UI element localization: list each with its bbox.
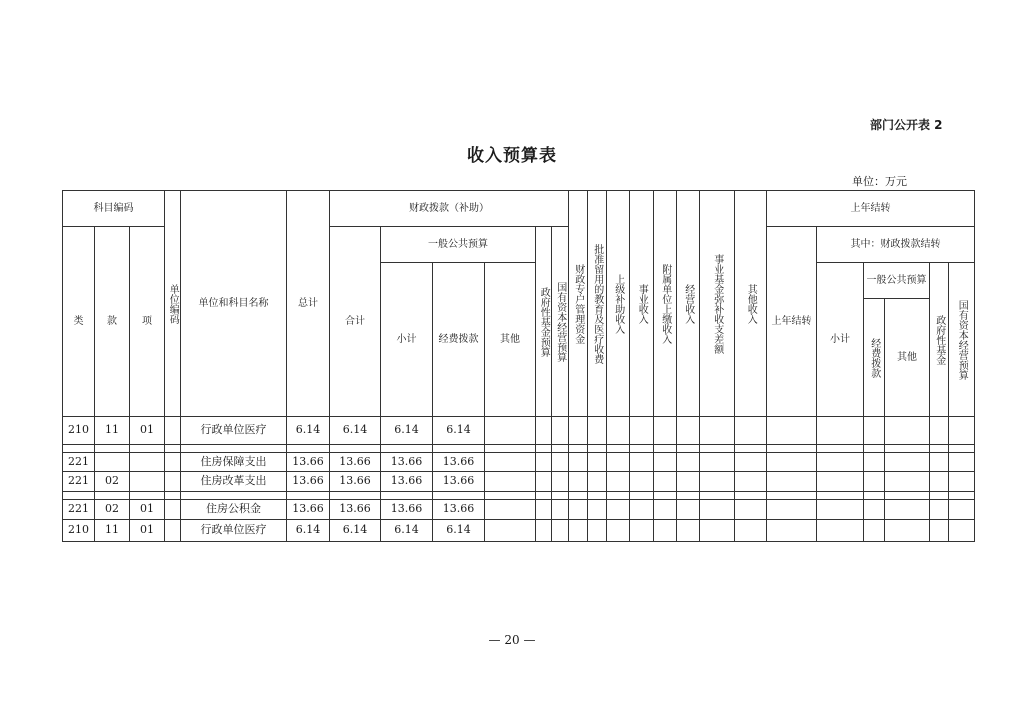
- income-budget-table: [62, 190, 975, 542]
- table-row-spacer: [63, 492, 975, 500]
- total-header: 总计: [287, 191, 330, 417]
- cell-funding: 13.66: [433, 500, 485, 520]
- xiang-header: 项: [130, 227, 165, 417]
- state-capital-header: 国有资本经营预算: [552, 227, 569, 417]
- kuan-header: 款: [95, 227, 130, 417]
- fiscal-carryover-header: 其中：财政拨款结转: [817, 227, 975, 263]
- cell-lei: 221: [63, 500, 95, 520]
- cell-lei: 210: [63, 520, 95, 542]
- other-header: 其他: [485, 263, 536, 417]
- cell-name: 住房改革支出: [181, 472, 287, 492]
- header-row-1: [63, 191, 975, 227]
- fiscal-allocation-header: 财政拨款（补助）: [330, 191, 569, 227]
- affiliated-income-header: 附属单位上缴收入: [654, 191, 677, 417]
- cell-kuan: 11: [95, 417, 130, 445]
- cell-xiang: [130, 453, 165, 472]
- co-gov-fund-header: 政府性基金: [930, 263, 949, 417]
- cell-lei: 210: [63, 417, 95, 445]
- cell-xiang: 01: [130, 417, 165, 445]
- cat-header: 类: [63, 227, 95, 417]
- cell-name: 住房公积金: [181, 500, 287, 520]
- retained-fees-header: 批准留用的教育及医疗收费: [588, 191, 607, 417]
- fiscal-total-header: 合计: [330, 227, 381, 417]
- cell-kuan: 02: [95, 500, 130, 520]
- cell-kuan: 02: [95, 472, 130, 492]
- cell-lei: 221: [63, 472, 95, 492]
- cell-fiscal-total: 13.66: [330, 453, 381, 472]
- cell-subtotal: 13.66: [381, 500, 433, 520]
- cell-total: 13.66: [287, 453, 330, 472]
- cell-xiang: 01: [130, 520, 165, 542]
- unit-subject-name-header: 单位和科目名称: [181, 191, 287, 417]
- cell-total: 13.66: [287, 472, 330, 492]
- cell-total: 13.66: [287, 500, 330, 520]
- co-other-header: 其他: [885, 299, 930, 417]
- cell-lei: 221: [63, 453, 95, 472]
- prev-carryover-col-header: 上年结转: [767, 227, 817, 417]
- co-subtotal-header: 小计: [817, 263, 864, 417]
- cell-fiscal-total: 13.66: [330, 500, 381, 520]
- cell-xiang: [130, 472, 165, 492]
- cell-subtotal: 6.14: [381, 417, 433, 445]
- cell-xiang: 01: [130, 500, 165, 520]
- table-row: [63, 417, 975, 445]
- superior-subsidy-header: 上级补助收入: [607, 191, 630, 417]
- table-row: [63, 453, 975, 472]
- table-row: [63, 500, 975, 520]
- co-state-capital-header: 国有资本经营预算: [949, 263, 975, 417]
- cell-unit-code: [165, 453, 181, 472]
- cell-unit-code: [165, 500, 181, 520]
- cell-name: 行政单位医疗: [181, 520, 287, 542]
- cell-unit-code: [165, 417, 181, 445]
- cell-funding: 13.66: [433, 472, 485, 492]
- cell-name: 住房保障支出: [181, 453, 287, 472]
- prev-carryover-header: 上年结转: [767, 191, 975, 227]
- page-title: 收入预算表: [467, 146, 557, 166]
- fund-makeup-header: 事业基金弥补收支差额: [700, 191, 735, 417]
- co-funding-header: 经费拨款: [864, 299, 885, 417]
- cell-subtotal: 13.66: [381, 472, 433, 492]
- cell-subtotal: 13.66: [381, 453, 433, 472]
- cell-fiscal-total: 6.14: [330, 417, 381, 445]
- general-budget-header: 一般公共预算: [381, 227, 536, 263]
- fiscal-special-header: 财政专户管理资金: [569, 191, 588, 417]
- subject-code-header: 科目编码: [63, 191, 165, 227]
- cell-fiscal-total: 13.66: [330, 472, 381, 492]
- cell-total: 6.14: [287, 417, 330, 445]
- table-number: 部门公开表 2: [870, 118, 943, 132]
- cell-name: 行政单位医疗: [181, 417, 287, 445]
- cell-fiscal-total: 6.14: [330, 520, 381, 542]
- page-number: — 20 —: [488, 633, 536, 647]
- funding-header: 经费拨款: [433, 263, 485, 417]
- operating-income-header: 经营收入: [677, 191, 700, 417]
- business-income-header: 事业收入: [630, 191, 654, 417]
- cell-subtotal: 6.14: [381, 520, 433, 542]
- cell-funding: 6.14: [433, 520, 485, 542]
- subtotal-header: 小计: [381, 263, 433, 417]
- cell-kuan: [95, 453, 130, 472]
- gov-fund-header: 政府性基金预算: [536, 227, 552, 417]
- cell-unit-code: [165, 520, 181, 542]
- unit-label: 单位：万元: [852, 175, 907, 188]
- table-row-spacer: [63, 445, 975, 453]
- unit-code-header: 单位编码: [165, 191, 181, 417]
- co-general-budget-header: 一般公共预算: [864, 263, 930, 299]
- cell-funding: 6.14: [433, 417, 485, 445]
- cell-total: 6.14: [287, 520, 330, 542]
- other-income-header: 其他收入: [735, 191, 767, 417]
- cell-funding: 13.66: [433, 453, 485, 472]
- table-row: [63, 472, 975, 492]
- table-row: [63, 520, 975, 542]
- cell-kuan: 11: [95, 520, 130, 542]
- cell-unit-code: [165, 472, 181, 492]
